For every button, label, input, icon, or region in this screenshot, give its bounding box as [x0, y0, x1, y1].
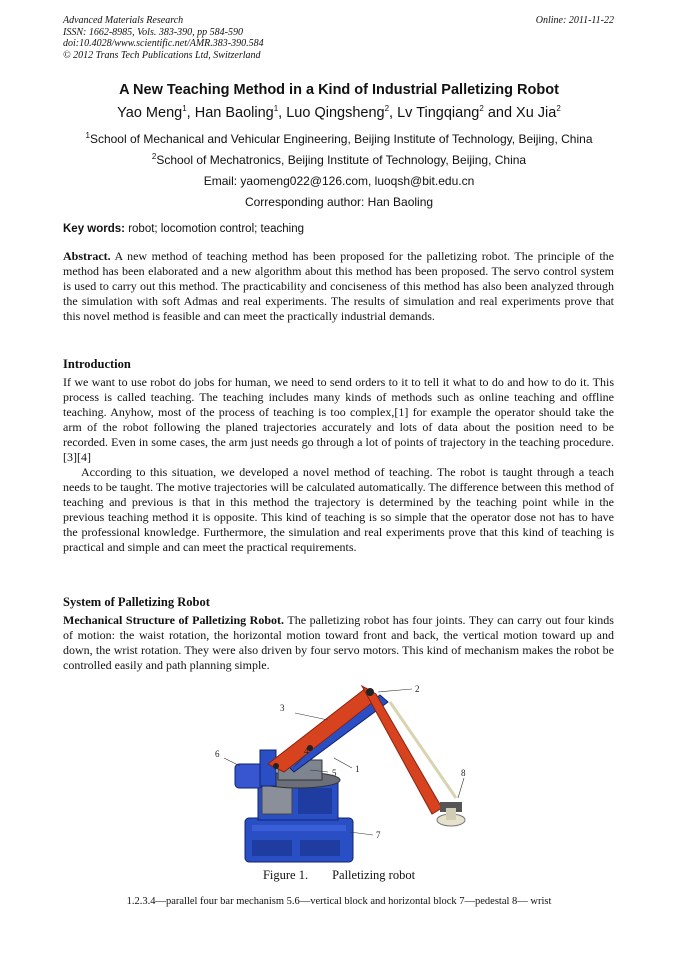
system-heading: System of Palletizing Robot — [63, 595, 210, 609]
copyright: © 2012 Trans Tech Publications Ltd, Switzerland — [63, 49, 261, 61]
journal-header — [63, 15, 264, 61]
issn: ISSN: 1662-8985, Vols. 383-390, pp 584-590 — [63, 26, 243, 38]
figure-label-8: 8 — [461, 768, 466, 778]
introduction-body — [63, 375, 614, 555]
journal-name: Advanced Materials Research — [63, 15, 184, 26]
figure-label-7: 7 — [376, 830, 381, 840]
introduction-heading: Introduction — [63, 357, 131, 371]
email: Email: yaomeng022@126.com, luoqsh@bit.edu.cn — [203, 174, 475, 188]
abstract-text: A new method of teaching method has been proposed for the palletizing robot. The principle of the method has been elaborated and a new algorithm about this method has been proposed. The servo control system is used to carry out this method. The practicability and conciseness of this method has also been analyzed through the simulation with soft Admas and real experiments. The results of simulation and real experiments prove that this novel method is feasible and can meet the practically industrial demands. — [63, 249, 614, 323]
system-text: The palletizing robot has four joints. They can carry out four kinds of motion: the waist rotation, the horizontal motion toward front and back, the vertical motion toward up and down, the wrist rotation. They were also driven by four servo motors. This kind of mechanism makes the robot be controlled easily and path planning simple. — [63, 613, 614, 672]
affiliation-2: $^2$School of Mechatronics, Beijing Institute of Technology, Beijing, China — [151, 152, 527, 167]
system-body — [63, 613, 614, 673]
palletizing-robot-figure — [200, 680, 480, 866]
figure-label-2: 2 — [415, 684, 420, 694]
abstract-label: Abstract. — [63, 249, 111, 263]
author: Yao Meng$^1$, — [117, 104, 195, 121]
figure-legend: 1.2.3.4—parallel four bar mechanism 5.6—vertical block and horizontal block 7—pedestal 8— wrist — [126, 896, 552, 907]
figure-label-6: 6 — [215, 749, 220, 759]
figure-label-1: 1 — [355, 764, 360, 774]
figure-caption: Figure 1. Palletizing robot — [262, 868, 416, 882]
corresponding-author: Corresponding author: Han Baoling — [244, 195, 434, 209]
author-list — [0, 104, 678, 121]
paper-title: A New Teaching Method in a Kind of Industrial Palletizing Robot — [119, 82, 559, 98]
introduction-paragraph-1: If we want to use robot do jobs for human, we need to send orders to it to tell it what to do and how to do it. This process is called teaching. The teaching includes many kinds of methods such as online teaching and offline teaching. Anyhow, most of the process of teaching is too complex,[1] for example the operator should take the arm of the robot following the planed trajectories accurately and lots of data about the position need to be recorded. Even in some cases, the arm just needs go through a lot of points of trajectory in the teaching procedure.[3][4] — [63, 375, 614, 464]
red-link-3 — [268, 688, 378, 772]
keywords: Key words: robot; locomotion control; teaching — [63, 223, 304, 235]
abstract — [63, 249, 614, 324]
subsection-label: Mechanical Structure of Palletizing Robot. — [63, 613, 285, 627]
author: Luo Qingsheng$^2$, — [286, 104, 398, 121]
horizontal-block-motor — [235, 764, 263, 788]
author: Han Baoling$^1$, — [194, 104, 287, 121]
figure-label-5: 5 — [332, 768, 337, 778]
affiliation-1: $^1$School of Mechanical and Vehicular Engineering, Beijing Institute of Technology, Beijing, China — [85, 131, 593, 146]
author: Xu Jia$^2$ — [516, 104, 561, 121]
introduction-paragraph-2: According to this situation, we developed a novel method of teaching. The robot is taught through a teach needs to be taught. The motive trajectories will be calculated automatically. The difference between this method of teaching and previous is that in this method the trajectory is determined by the teaching point while in the previous teaching method it is opposite. This kind of teaching is so simple that the operator dose not has to have the professional knowledge. Furthermore, the simulation and real experiments prove that this kind of teaching is practical and simple and can meet the practical requirements. — [63, 465, 614, 554]
figure-label-3: 3 — [280, 703, 285, 713]
doi: doi:10.4028/www.scientific.net/AMR.383-390.584 — [63, 38, 264, 49]
red-link-2 — [362, 686, 442, 814]
figure-label-4: 4 — [304, 746, 309, 756]
online-date: Online: 2011-11-22 — [535, 15, 614, 26]
author: Lv Tingqiang$^2$ and — [397, 104, 517, 121]
